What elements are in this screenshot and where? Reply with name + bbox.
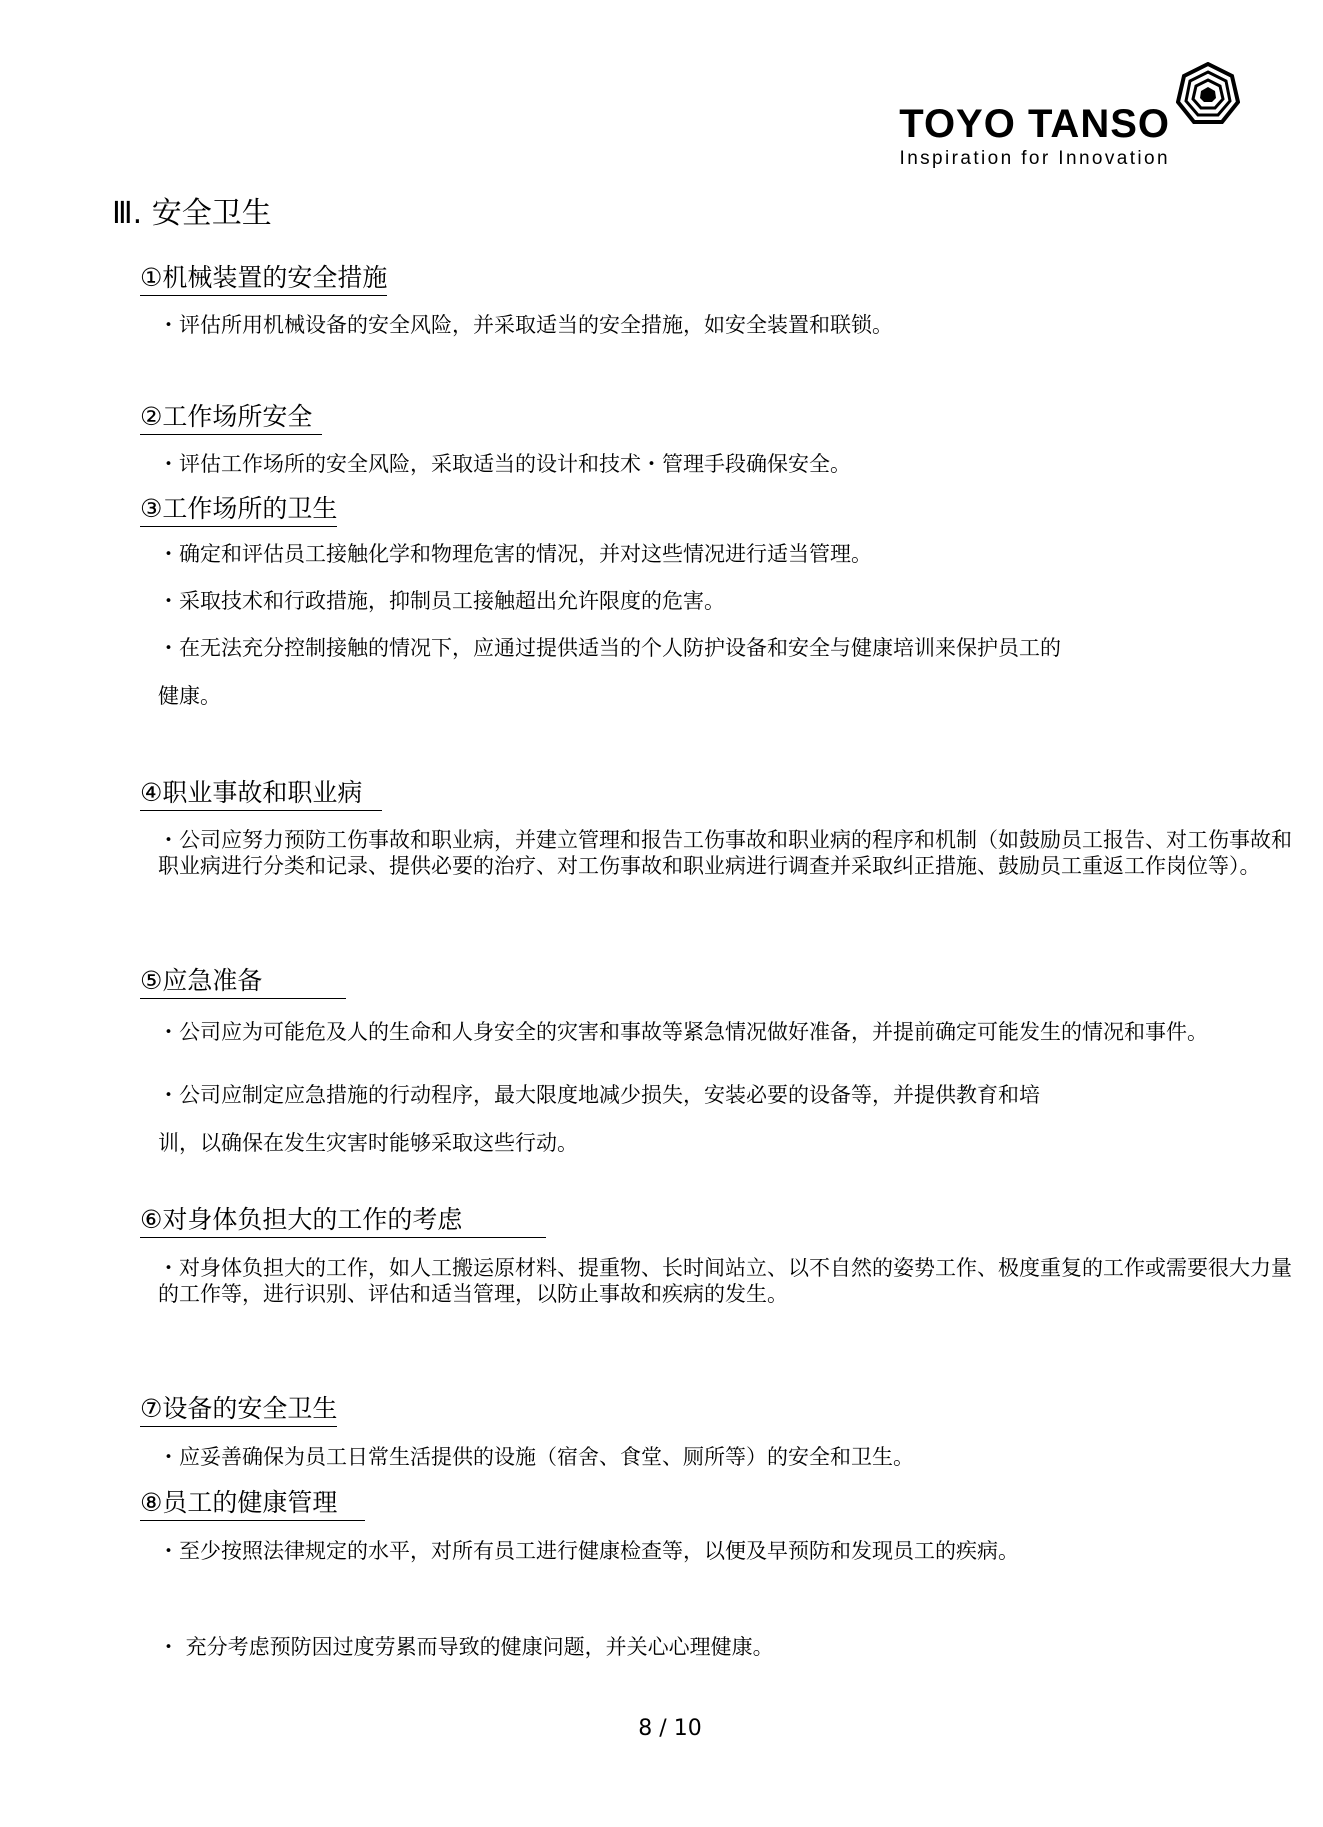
- paragraph: ・确定和评估员工接触化学和物理危害的情况，并对这些情况进行适当管理。: [158, 542, 872, 566]
- heading-emergency-preparedness: ⑤应急准备: [140, 966, 346, 999]
- heading-physical-workload: ⑥对身体负担大的工作的考虑: [140, 1205, 546, 1238]
- paragraph: ・ 充分考虑预防因过度劳累而导致的健康问题，并关心心理健康。: [158, 1635, 774, 1659]
- heading-machine-safety: ①机械装置的安全措施: [140, 263, 387, 296]
- paragraph: ・在无法充分控制接触的情况下，应通过提供适当的个人防护设备和安全与健康培训来保护员工的: [158, 636, 1061, 660]
- paragraph: ・评估所用机械设备的安全风险，并采取适当的安全措施，如安全装置和联锁。: [158, 313, 893, 337]
- logo-company-name: TOYO TANSO: [899, 102, 1170, 146]
- paragraph: ・评估工作场所的安全风险，采取适当的设计和技术・管理手段确保安全。: [158, 452, 851, 476]
- heading-workplace-safety: ②工作场所安全: [140, 402, 322, 435]
- paragraph: ・至少按照法律规定的水平，对所有员工进行健康检查等，以便及早预防和发现员工的疾病。: [158, 1539, 1019, 1563]
- paragraph: ・采取技术和行政措施，抑制员工接触超出允许限度的危害。: [158, 589, 725, 613]
- paragraph: ・公司应为可能危及人的生命和人身安全的灾害和事故等紧急情况做好准备，并提前确定可能发生的情况和事件。: [158, 1020, 1208, 1044]
- toyo-tanso-logo-icon: [1176, 62, 1240, 126]
- paragraph: ・公司应制定应急措施的行动程序，最大限度地减少损失，安装必要的设备等，并提供教育和培: [158, 1083, 1040, 1107]
- logo-tagline: Inspiration for Innovation: [899, 148, 1170, 169]
- heading-occupational-accidents: ④职业事故和职业病: [140, 778, 382, 811]
- paragraph: ・应妥善确保为员工日常生活提供的设施（宿舍、食堂、厕所等）的安全和卫生。: [158, 1445, 914, 1469]
- page-number: 8 / 10: [638, 1716, 702, 1741]
- heading-workplace-hygiene: ③工作场所的卫生: [140, 494, 337, 527]
- heading-facility-safety-hygiene: ⑦设备的安全卫生: [140, 1394, 337, 1427]
- heading-employee-health: ⑧员工的健康管理: [140, 1488, 365, 1521]
- paragraph-continuation: 训，以确保在发生灾害时能够采取这些行动。: [158, 1131, 578, 1155]
- paragraph: ・公司应努力预防工伤事故和职业病，并建立管理和报告工伤事故和职业病的程序和机制（如鼓励员工报告、对工伤事故和职业病进行分类和记录、提供必要的治疗、对工伤事故和职业病进行调查并采取纠正措施、鼓励员工重返工作岗位等）。: [158, 828, 1292, 878]
- page-title: Ⅲ. 安全卫生: [112, 196, 272, 231]
- paragraph: ・对身体负担大的工作，如人工搬运原材料、提重物、长时间站立、以不自然的姿势工作、极度重复的工作或需要很大力量的工作等，进行识别、评估和适当管理，以防止事故和疾病的发生。: [158, 1256, 1292, 1306]
- paragraph-continuation: 健康。: [158, 684, 221, 708]
